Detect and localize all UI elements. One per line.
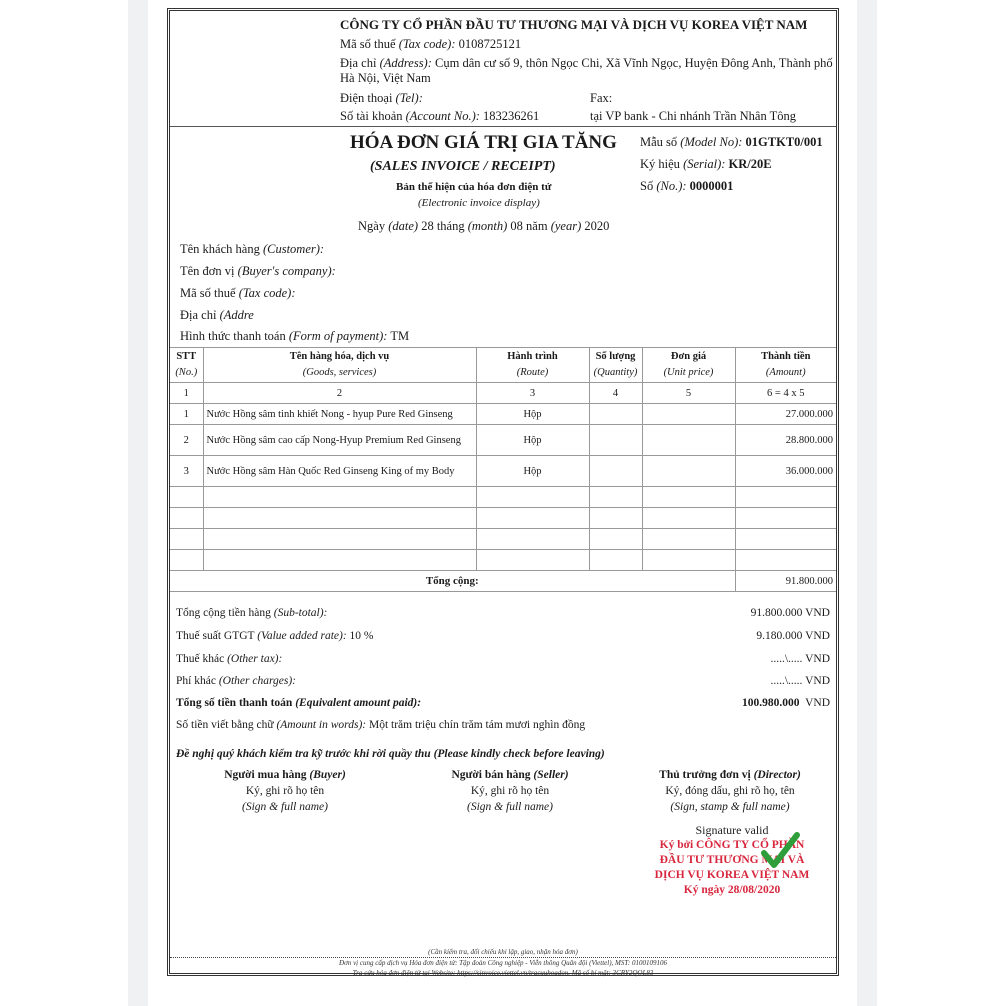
value: KR/20E (728, 157, 772, 171)
index-cell: 3 (476, 383, 589, 404)
label-en: (Form of payment): (288, 329, 388, 343)
col-header-no: STT (No.) (170, 348, 203, 383)
other-tax-row (176, 653, 830, 665)
label-en: (Tax code): (238, 286, 296, 300)
label-en: (Serial): (683, 157, 726, 171)
row-quantity (589, 404, 642, 425)
table-row (170, 404, 836, 425)
index-cell: 4 (589, 383, 642, 404)
label: Phí khác (176, 675, 216, 687)
electronic-display-en: (Electronic invoice display) (418, 197, 540, 209)
footer-provider: Đơn vị cung cấp dịch vụ Hóa đơn điện tử: Tập đoàn Công nghiệp - Viễn thông Quân đội (Viettel), MST: 0100109106 (339, 959, 667, 967)
label-en: (year) (550, 219, 582, 233)
label-en: (Equivalent amount paid): (295, 697, 422, 709)
row-route: Hộp (476, 456, 589, 487)
invoice-date (358, 219, 609, 234)
row-amount: 28.800.000 (735, 425, 836, 456)
total-value: 91.800.000 (735, 571, 836, 592)
col-header-amount: Thành tiền (Amount) (735, 348, 836, 383)
buyer-customer (180, 242, 324, 257)
model-no (640, 135, 823, 150)
buyer-company (180, 264, 336, 279)
seller-tel (340, 91, 423, 106)
row-amount: 36.000.000 (735, 456, 836, 487)
table-row-empty (170, 529, 836, 550)
label-en: (Account No.): (405, 109, 480, 123)
electronic-display-vn: Bản thể hiện của hóa đơn điện tử (396, 181, 552, 193)
col-header-route: Hành trình (Route) (476, 348, 589, 383)
label-en: (month) (467, 219, 508, 233)
buyer-address (180, 308, 254, 323)
signature-seller: Người bán hàng (Seller) Ký, ghi rõ họ tên (Sign & full name) (451, 769, 569, 813)
stamp-line: Ký bởi CÔNG TY CỔ PHẦN (659, 839, 805, 851)
row-quantity (589, 456, 642, 487)
total-paid-value: 100.980.000 (742, 697, 800, 709)
index-cell: 1 (170, 383, 203, 404)
table-header-row (170, 348, 836, 383)
label-en: (Tax code): (398, 37, 456, 51)
seller-address-line2: Hà Nội, Việt Nam (340, 71, 431, 85)
table-row-empty (170, 550, 836, 571)
total-paid-row (176, 697, 830, 709)
currency: VND (805, 697, 830, 709)
value: 183236261 (483, 109, 540, 123)
row-goods-name: Nước Hồng sâm Hàn Quốc Red Ginseng King of my Body (203, 456, 476, 487)
subtotal-value: 91.800.000 VND (750, 607, 830, 619)
table-row (170, 456, 836, 487)
vat-value: 9.180.000 VND (756, 630, 830, 642)
label-en: (Tel): (395, 91, 423, 105)
index-cell: 5 (642, 383, 735, 404)
total-label: Tổng cộng: (170, 571, 735, 592)
table-row (170, 425, 836, 456)
seller-tax-code (340, 37, 521, 52)
value: 0108725121 (458, 37, 522, 51)
goods-table (170, 347, 836, 592)
checkmark-icon (760, 831, 800, 871)
value: 0000001 (689, 179, 734, 193)
label: năm (526, 219, 548, 233)
label-en: (Other charges): (218, 675, 296, 687)
row-no: 3 (170, 456, 203, 487)
buyer-tax-code (180, 286, 296, 301)
label-en: (Value added rate): (257, 630, 347, 642)
row-unit-price (642, 425, 735, 456)
label: Tên khách hàng (180, 242, 260, 256)
label: Mã số thuế (180, 286, 236, 300)
label: Ký hiệu (640, 157, 680, 171)
seller-address (340, 56, 833, 71)
label: Hình thức thanh toán (180, 329, 286, 343)
col-header-goods: Tên hàng hóa, dịch vụ (Goods, services) (203, 348, 476, 383)
row-unit-price (642, 456, 735, 487)
value: TM (390, 329, 410, 343)
row-amount: 27.000.000 (735, 404, 836, 425)
row-no: 2 (170, 425, 203, 456)
invoice-frame (167, 8, 839, 976)
label-en: (Customer): (262, 242, 325, 256)
label-en: (date) (388, 219, 419, 233)
signature-buyer: Người mua hàng (Buyer) Ký, ghi rõ họ tên (Sign & full name) (224, 769, 346, 813)
invoice-number (640, 179, 733, 194)
row-goods-name: Nước Hồng sâm tinh khiết Nong - hyup Pure Red Ginseng (203, 404, 476, 425)
seller-company-name: CÔNG TY CỔ PHẦN ĐẦU TƯ THƯƠNG MẠI VÀ DỊCH VỤ KOREA VIỆT NAM (340, 17, 808, 32)
digital-signature-stamp (632, 823, 832, 898)
label-en: (Model No): (680, 135, 743, 149)
label-en: (Amount in words): (276, 719, 367, 731)
table-row-empty (170, 487, 836, 508)
label-en: (Other tax): (227, 653, 283, 665)
seller-account (340, 109, 539, 124)
label: Địa chỉ (180, 308, 217, 322)
other-charges-row (176, 675, 830, 687)
check-notice: Đề nghị quý khách kiểm tra kỹ trước khi rời quầy thu (Please kindly check before leaving) (176, 748, 605, 760)
col-header-quantity: Số lượng (Quantity) (589, 348, 642, 383)
label-en: (Addre (219, 308, 254, 322)
label: Số tài khoản (340, 109, 403, 123)
row-no: 1 (170, 404, 203, 425)
footer-check-note: (Cần kiểm tra, đối chiếu khi lập, giao, nhận hóa đơn) (428, 948, 578, 956)
row-quantity (589, 425, 642, 456)
label: Số (640, 179, 654, 193)
label: Mẫu số (640, 135, 678, 149)
index-cell: 2 (203, 383, 476, 404)
table-index-row (170, 383, 836, 404)
viewer-left-gutter (128, 0, 148, 1006)
amount-in-words: Một trăm triệu chín trăm tám mươi nghìn đồng (368, 719, 586, 731)
col-header-unit-price: Đơn giá (Unit price) (642, 348, 735, 383)
label: tháng (436, 219, 465, 233)
vat-rate: 10 % (349, 630, 374, 642)
stamp-line: ĐẦU TƯ THƯƠNG MẠI VÀ (659, 854, 805, 866)
table-row-empty (170, 508, 836, 529)
stamp-date: Ký ngày 28/08/2020 (683, 884, 781, 896)
value: 01GTKT0/001 (745, 135, 823, 149)
buyer-payment (180, 329, 409, 344)
label: Ngày (358, 219, 386, 233)
footer-lookup: Tra cứu hóa đơn điện tử tại Website: https://sinvoice.viettel.vn/tracuuhoadon. Mã số bí mật: 3CRY2QOL83 (352, 969, 654, 977)
seller-bank: tại VP bank - Chi nhánh Trần Nhân Tông (590, 109, 797, 123)
row-goods-name: Nước Hồng sâm cao cấp Nong-Hyup Premium Red Ginseng (203, 425, 476, 456)
day: 28 (421, 219, 434, 233)
vat-row (176, 630, 830, 642)
divider (170, 126, 836, 127)
label-en: (Sub-total): (273, 607, 328, 619)
row-route: Hộp (476, 425, 589, 456)
label: Điện thoại (340, 91, 393, 105)
label: Tên đơn vị (180, 264, 235, 278)
row-unit-price (642, 404, 735, 425)
table-total-row (170, 571, 836, 592)
seller-fax: Fax: (590, 91, 613, 105)
amount-in-words-row (176, 719, 830, 731)
label: Tổng số tiền thanh toán (176, 697, 293, 709)
subtotal-row (176, 607, 830, 619)
invoice-title: HÓA ĐƠN GIÁ TRỊ GIA TĂNG (350, 132, 617, 153)
row-route: Hộp (476, 404, 589, 425)
serial (640, 157, 772, 172)
other-tax-value: .....\..... VND (770, 653, 830, 665)
other-charges-value: .....\..... VND (770, 675, 830, 687)
label-en: (Buyer's company): (237, 264, 336, 278)
label: Số tiền viết bằng chữ (176, 719, 274, 731)
label: Thuế suất GTGT (176, 630, 255, 642)
label: Tổng cộng tiền hàng (176, 607, 271, 619)
signature-valid-label: Signature valid (695, 823, 769, 837)
signature-director: Thủ trưởng đơn vị (Director) Ký, đóng dấu, ghi rõ họ, tên (Sign, stamp & full name) (659, 769, 801, 813)
year: 2020 (584, 219, 610, 233)
label: Thuế khác (176, 653, 225, 665)
invoice-subtitle: (SALES INVOICE / RECEIPT) (370, 159, 556, 174)
month: 08 (510, 219, 523, 233)
value: Cụm dân cư số 9, thôn Ngọc Chi, Xã Vĩnh Ngọc, Huyện Đông Anh, Thành phố (435, 56, 833, 70)
index-cell: 6 = 4 x 5 (735, 383, 836, 404)
label-en: (Address): (379, 56, 432, 70)
label: Mã số thuế (340, 37, 396, 51)
viewer-scrollbar-track[interactable] (857, 0, 877, 1006)
label: Địa chỉ (340, 56, 377, 70)
footer-divider (170, 957, 836, 958)
label-en: (No.): (656, 179, 687, 193)
stamp-line: DỊCH VỤ KOREA VIỆT NAM (654, 869, 810, 881)
